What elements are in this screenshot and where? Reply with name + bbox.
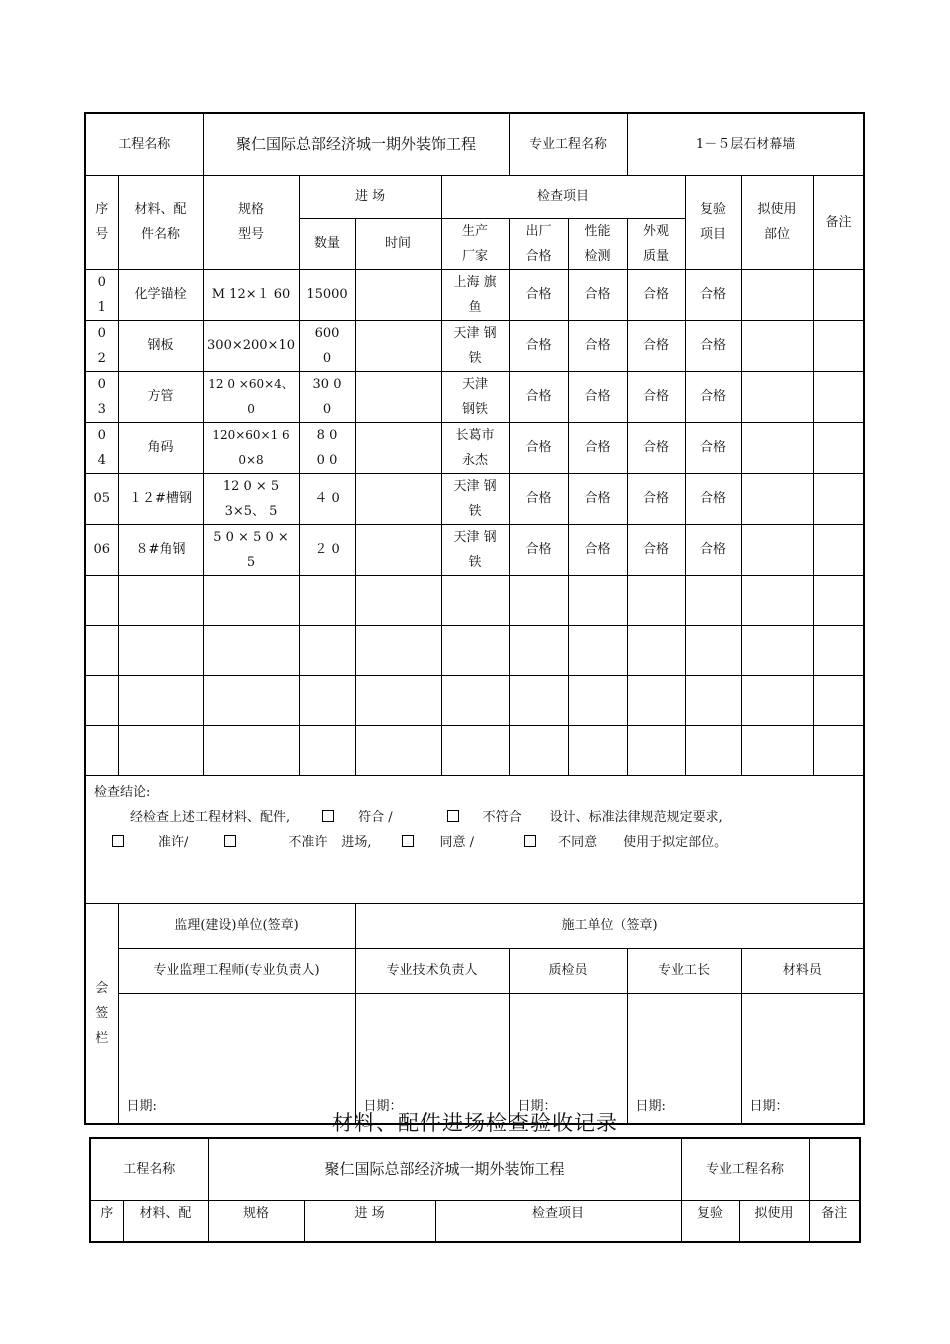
col-remark: 备注	[813, 175, 864, 269]
cell-spec: 12 0 ×60×4、0	[203, 371, 299, 422]
cell-retest: 合格	[685, 473, 741, 524]
cell-perf: 合格	[568, 371, 627, 422]
cell-perf: 合格	[568, 269, 627, 320]
cell-remark	[813, 269, 864, 320]
cell-time	[355, 422, 441, 473]
col-seq: 序 号	[85, 175, 118, 269]
date-tech-lead: 日期：	[355, 993, 509, 1124]
second-col-material: 材料、配	[123, 1200, 208, 1242]
material-inspection-table	[84, 112, 865, 1125]
col-material: 材料、配 件名称	[118, 175, 203, 269]
col-retest: 复验 项目	[685, 175, 741, 269]
role-supervisor: 专业监理工程师(专业负责人)	[118, 948, 355, 993]
cell-time	[355, 320, 441, 371]
cell-seq: 0 4	[85, 422, 118, 473]
disagree-checkbox[interactable]	[524, 835, 536, 847]
specialty-label: 专业工程名称	[509, 113, 627, 175]
cell-remark	[813, 422, 864, 473]
allow-checkbox[interactable]	[112, 835, 124, 847]
cell-seq: 05	[85, 473, 118, 524]
role-quality-inspector: 质检员	[509, 948, 627, 993]
cell-time	[355, 269, 441, 320]
cell-use	[741, 473, 813, 524]
table-row	[85, 371, 864, 422]
conclusion-block: 检查结论: 经检查上述工程材料、配件, 符合 / 不符合 设计、标准法律规范规定要求, 准许/ 不准许 进场, 同意 / 不同意 使用于拟定部位。	[85, 775, 864, 903]
cell-seq: 0 3	[85, 371, 118, 422]
cell-use	[741, 524, 813, 575]
cell-name: 化学锚栓	[118, 269, 203, 320]
date-foreman: 日期:	[627, 993, 741, 1124]
signoff-label: 会 签 栏	[85, 903, 118, 1124]
second-specialty-label: 专业工程名称	[681, 1138, 809, 1200]
second-project-label: 工程名称	[90, 1138, 208, 1200]
cell-qty: 15000	[299, 269, 355, 320]
second-project-name: 聚仁国际总部经济城一期外装饰工程	[208, 1138, 681, 1200]
table-row-empty	[85, 575, 864, 625]
table-row-empty	[85, 675, 864, 725]
col-factory: 出厂 合格	[509, 218, 568, 269]
cell-maker: 天津 钢 铁	[441, 320, 509, 371]
cell-retest: 合格	[685, 269, 741, 320]
second-col-entry: 进 场	[304, 1200, 435, 1242]
cell-look: 合格	[627, 524, 685, 575]
cell-factory: 合格	[509, 371, 568, 422]
table-row-empty	[85, 625, 864, 675]
conform-checkbox[interactable]	[322, 810, 334, 822]
cell-look: 合格	[627, 473, 685, 524]
second-specialty-name	[809, 1138, 860, 1200]
cell-factory: 合格	[509, 320, 568, 371]
cell-retest: 合格	[685, 524, 741, 575]
supervisor-unit: 监理(建设)单位(签章)	[118, 903, 355, 948]
cell-qty: 30 0 0	[299, 371, 355, 422]
project-name: 聚仁国际总部经济城一期外装饰工程	[203, 113, 509, 175]
second-col-spec: 规格	[208, 1200, 304, 1242]
cell-spec: M 12×１ 60	[203, 269, 299, 320]
not-conform-checkbox[interactable]	[447, 810, 459, 822]
col-inspection: 检查项目	[441, 175, 685, 218]
cell-retest: 合格	[685, 320, 741, 371]
cell-remark	[813, 320, 864, 371]
cell-maker: 天津 钢 铁	[441, 524, 509, 575]
cell-qty: 8 0 0 0	[299, 422, 355, 473]
date-quality-inspector: 日期：	[509, 993, 627, 1124]
cell-seq: 06	[85, 524, 118, 575]
cell-name: １２#槽钢	[118, 473, 203, 524]
table-row	[85, 473, 864, 524]
specialty-name: 1－５层石材幕墙	[627, 113, 864, 175]
cell-factory: 合格	[509, 524, 568, 575]
table-row	[85, 320, 864, 371]
cell-factory: 合格	[509, 473, 568, 524]
cell-spec: 12 0 × 5 3×5、 5	[203, 473, 299, 524]
cell-name: ８#角钢	[118, 524, 203, 575]
role-foreman: 专业工长	[627, 948, 741, 993]
col-perf: 性能 检测	[568, 218, 627, 269]
col-qty: 数量	[299, 218, 355, 269]
date-supervisor: 日期:	[118, 993, 355, 1124]
date-material-clerk: 日期：	[741, 993, 864, 1124]
cell-look: 合格	[627, 269, 685, 320]
table-row-empty	[85, 725, 864, 775]
cell-qty: 600 0	[299, 320, 355, 371]
col-entry: 进 场	[299, 175, 441, 218]
cell-maker: 长葛市 永杰	[441, 422, 509, 473]
cell-time	[355, 524, 441, 575]
cell-look: 合格	[627, 422, 685, 473]
cell-spec: 5 0 × 5 0 × 5	[203, 524, 299, 575]
cell-spec: 300×200×10	[203, 320, 299, 371]
cell-maker: 上海 旗 鱼	[441, 269, 509, 320]
cell-spec: 120×60×1 6 0×8	[203, 422, 299, 473]
cell-perf: 合格	[568, 524, 627, 575]
cell-use	[741, 269, 813, 320]
cell-maker: 天津 钢 铁	[441, 473, 509, 524]
cell-time	[355, 371, 441, 422]
col-spec: 规格 型号	[203, 175, 299, 269]
conclusion-title: 检查结论:	[94, 784, 151, 800]
cell-factory: 合格	[509, 269, 568, 320]
cell-seq: 0 2	[85, 320, 118, 371]
col-maker: 生产 厂家	[441, 218, 509, 269]
cell-qty: ４ 0	[299, 473, 355, 524]
second-form-table	[89, 1137, 861, 1243]
cell-name: 角码	[118, 422, 203, 473]
cell-time	[355, 473, 441, 524]
cell-perf: 合格	[568, 473, 627, 524]
role-material-clerk: 材料员	[741, 948, 864, 993]
second-col-retest: 复验	[681, 1200, 739, 1242]
cell-qty: ２ 0	[299, 524, 355, 575]
second-col-seq: 序	[90, 1200, 123, 1242]
role-tech-lead: 专业技术负责人	[355, 948, 509, 993]
second-col-use: 拟使用	[739, 1200, 809, 1242]
cell-perf: 合格	[568, 320, 627, 371]
cell-maker: 天津 钢铁	[441, 371, 509, 422]
col-look: 外观 质量	[627, 218, 685, 269]
cell-factory: 合格	[509, 422, 568, 473]
project-label: 工程名称	[85, 113, 203, 175]
cell-retest: 合格	[685, 371, 741, 422]
cell-name: 方管	[118, 371, 203, 422]
not-allow-checkbox[interactable]	[224, 835, 236, 847]
cell-perf: 合格	[568, 422, 627, 473]
cell-look: 合格	[627, 371, 685, 422]
cell-seq: 0 1	[85, 269, 118, 320]
cell-remark	[813, 371, 864, 422]
agree-checkbox[interactable]	[402, 835, 414, 847]
col-time: 时间	[355, 218, 441, 269]
cell-retest: 合格	[685, 422, 741, 473]
cell-remark	[813, 524, 864, 575]
cell-look: 合格	[627, 320, 685, 371]
cell-remark	[813, 473, 864, 524]
cell-use	[741, 371, 813, 422]
construction-unit: 施工单位（签章)	[355, 903, 864, 948]
second-col-inspection: 检查项目	[435, 1200, 681, 1242]
table-row	[85, 524, 864, 575]
cell-name: 钢板	[118, 320, 203, 371]
second-col-remark: 备注	[809, 1200, 860, 1242]
col-use: 拟使用 部位	[741, 175, 813, 269]
table-row	[85, 269, 864, 320]
cell-use	[741, 320, 813, 371]
table-row	[85, 422, 864, 473]
second-form-title: 材料、配件进场检查验收记录	[332, 1111, 618, 1135]
cell-use	[741, 422, 813, 473]
